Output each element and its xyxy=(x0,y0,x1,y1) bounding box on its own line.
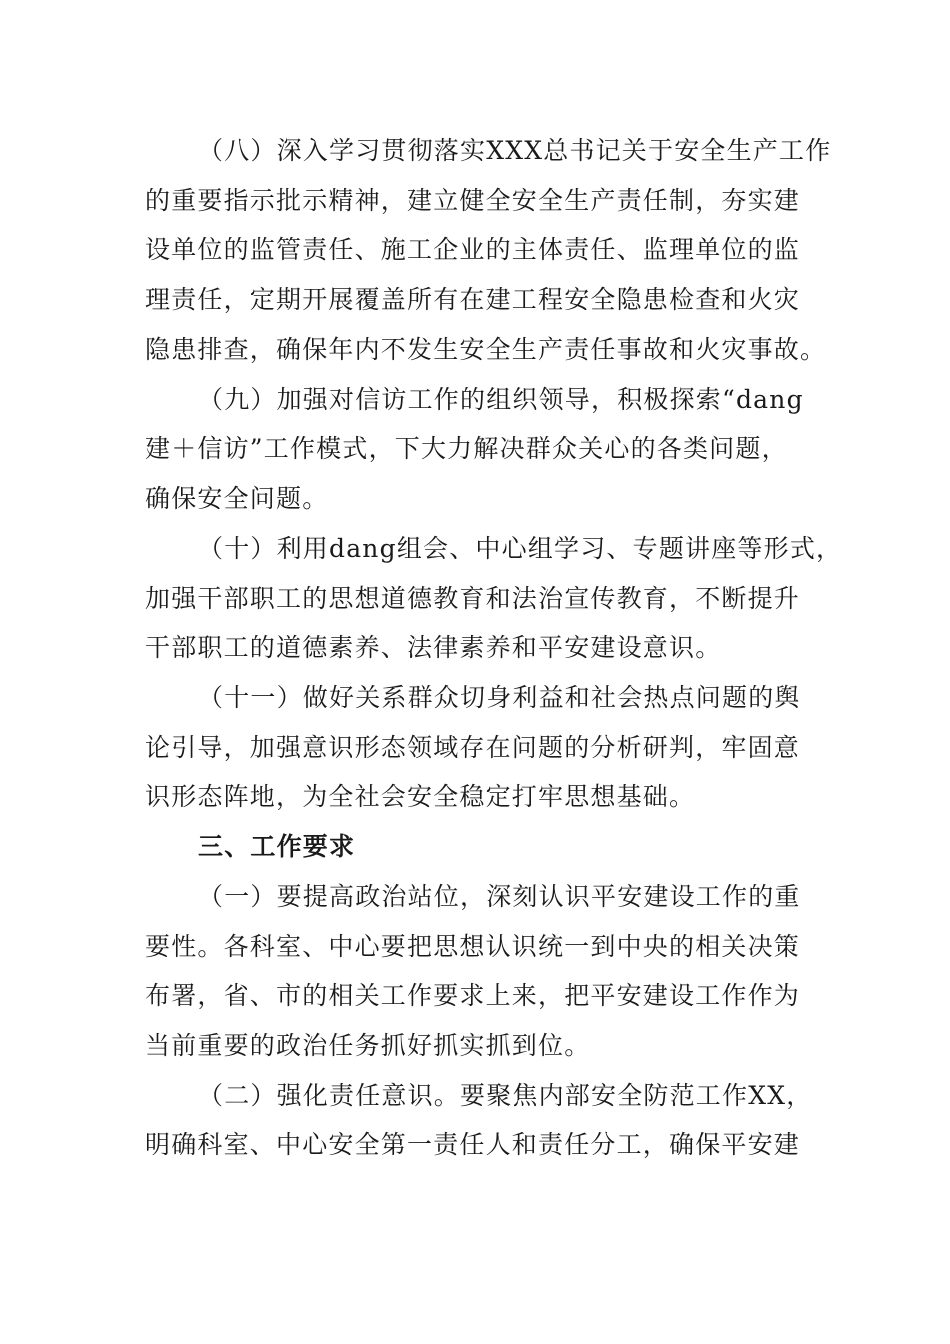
text-line: （二）强化责任意识。要聚焦内部安全防范工作XX， xyxy=(198,1081,813,1110)
text-line: （九）加强对信访工作的组织领导，积极探索“dang xyxy=(198,385,804,414)
text-line: 干部职工的道德素养、法律素养和平安建设意识。 xyxy=(145,633,722,662)
text-line: 的重要指示批示精神，建立健全安全生产责任制，夯实建 xyxy=(145,186,801,215)
text-line: 确保安全问题。 xyxy=(145,484,329,513)
text-line: 建＋信访”工作模式，下大力解决群众关心的各类问题， xyxy=(145,434,788,463)
text-line: 加强干部职工的思想道德教育和法治宣传教育，不断提升 xyxy=(145,584,801,613)
text-line: （八）深入学习贯彻落实XXX总书记关于安全生产工作 xyxy=(198,136,832,165)
text-line: 明确科室、中心安全第一责任人和责任分工，确保平安建 xyxy=(145,1130,801,1159)
text-line: 要性。各科室、中心要把思想认识统一到中央的相关决策 xyxy=(145,932,801,961)
text-line: 隐患排查，确保年内不发生安全生产责任事故和火灾事故。 xyxy=(145,335,827,364)
text-line: （十一）做好关系群众切身利益和社会热点问题的舆 xyxy=(198,683,801,712)
text-line: （十）利用dang组会、中心组学习、专题讲座等形式， xyxy=(198,534,843,563)
text-line: 当前重要的政治任务抓好抓实抓到位。 xyxy=(145,1031,591,1060)
text-line: 设单位的监管责任、施工企业的主体责任、监理单位的监 xyxy=(145,235,801,264)
text-line: 论引导，加强意识形态领域存在问题的分析研判，牢固意 xyxy=(145,733,801,762)
text-line: （一）要提高政治站位，深刻认识平安建设工作的重 xyxy=(198,882,801,911)
section-heading: 三、工作要求 xyxy=(198,832,356,861)
text-line: 理责任，定期开展覆盖所有在建工程安全隐患检查和火灾 xyxy=(145,285,801,314)
text-line: 识形态阵地，为全社会安全稳定打牢思想基础。 xyxy=(145,782,696,811)
text-line: 布署，省、市的相关工作要求上来，把平安建设工作作为 xyxy=(145,981,801,1010)
